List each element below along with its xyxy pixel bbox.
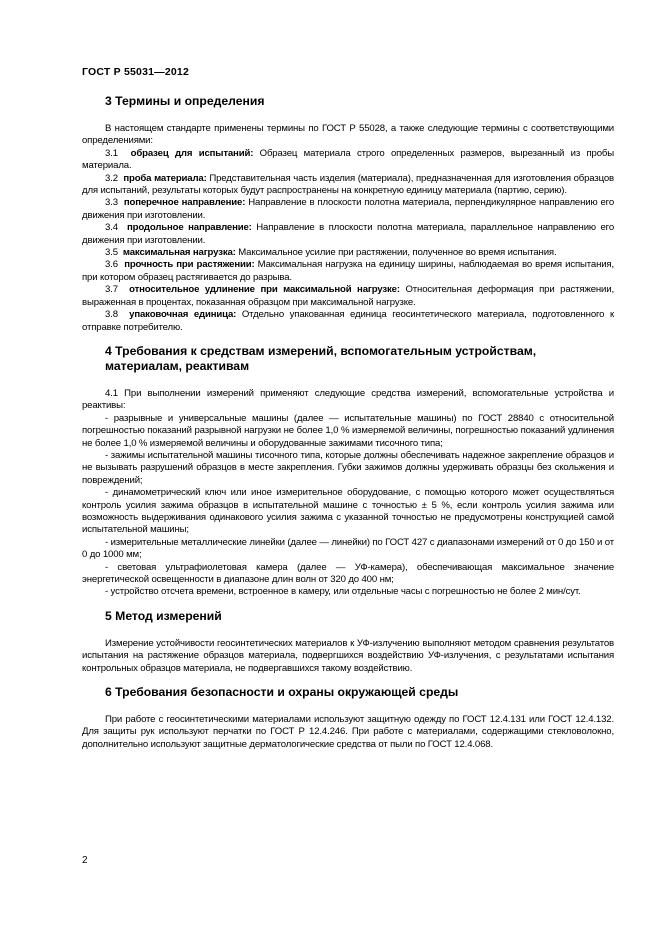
list-item: - устройство отсчета времени, встроенное в камеру, или отдельные часы с погрешностью не более 2 мин/сут. xyxy=(105,586,581,598)
definition-number: 3.7 xyxy=(105,284,118,296)
definition-term: прочность при растяжении: xyxy=(124,259,255,271)
section-4-title-line-1: 4 Требования к средствам измерений, вспомогательным устройствам, xyxy=(105,343,537,358)
definition-3-1 xyxy=(82,148,614,173)
definition-term: относительное удлинение при максимальной нагрузке: xyxy=(129,284,400,296)
definition-number: 3.5 xyxy=(105,247,118,259)
definition-term: упаковочная единица: xyxy=(129,309,237,321)
list-item: - измерительные металлические линейки (далее — линейки) по ГОСТ 427 с диапазонами измерений от 0 до 150 и от 0 до 1000 мм; xyxy=(82,536,614,561)
definition-3-3 xyxy=(82,197,614,222)
definition-number: 3.6 xyxy=(105,259,118,271)
definition-3-8 xyxy=(82,309,614,334)
section-3-intro: В настоящем стандарте применены термины по ГОСТ Р 55028, а также следующие термины с соответствующими определениями: xyxy=(82,123,614,147)
definition-text: Направление в плоскости полотна материала, перпендикулярное направлению его движения при изготовлении. xyxy=(82,197,615,221)
definition-number: 3.4 xyxy=(105,222,118,234)
definition-text: Направление в плоскости полотна материала, параллельное направлению его движения при изготовлении. xyxy=(82,222,615,246)
section-3-title: 3 Термины и определения xyxy=(105,94,265,108)
section-4-title-line-2: материалам, реактивам xyxy=(105,358,250,373)
definition-number: 3.8 xyxy=(105,309,118,321)
document-body xyxy=(82,94,614,751)
definition-number: 3.3 xyxy=(105,197,118,209)
definition-term: продольное направление: xyxy=(126,222,252,234)
definition-number: 3.2 xyxy=(105,172,118,184)
definition-text: Отдельно упакованная единица геосинтетического материала, подготовленного к отправке потребителю. xyxy=(82,309,615,333)
document-code-header: ГОСТ Р 55031—2012 xyxy=(82,66,190,78)
section-5-title: 5 Метод измерений xyxy=(105,608,222,623)
section-6-title: 6 Требования безопасности и охраны окружающей среды xyxy=(105,685,459,700)
definition-3-2 xyxy=(82,173,614,198)
definition-text: Максимальная нагрузка на единицу ширины, наблюдаемая во время испытания, при котором образец растягивается до разрыва. xyxy=(82,259,614,283)
definition-term: поперечное направление: xyxy=(123,197,246,209)
paragraph-4-1: 4.1 При выполнении измерений применяют следующие средства измерений, вспомогательные устройства и реактивы: xyxy=(82,387,614,412)
list-item: - зажимы испытательной машины тисочного типа, которые должны обеспечивать надежное закрепление образцов и не вызывать разрушений образцов в месте закрепления. Губки зажимов должны удерживать образцы без скольжения и повреждений; xyxy=(82,449,614,486)
definition-text: Образец материала строго определенных размеров, вырезанный из пробы материала. xyxy=(82,147,615,172)
section-5-text: Измерение устойчивости геосинтетических материалов к УФ-излучению выполняют методом сравнения результатов испытания на растяжение образцов материала, подвергшихся воздействию УФ-излучения, с результатами испытания контрольных образцов материала, не подвергавшихся такому воздействию. xyxy=(82,637,614,674)
definition-text: Представительная часть изделия (материала), предназначенная для изготовления образцов для испытаний, результаты которых будут распространены на конкретную единицу материала (партию, серию). xyxy=(82,172,615,197)
list-item: - динамометрический ключ или иное измерительное оборудование, с помощью которого может осуществляться контроль усилия зажима образцов в испытательной машине с точностью ± 5 %, если контроль усилия зажима или возможность выдерживания одинакового усилия зажима с указанной точностью не предусмотрены конструкцией самой испытательной машины; xyxy=(82,487,614,536)
section-6-text: При работе с геосинтетическими материалами используют защитную одежду по ГОСТ 12.4.131 или ГОСТ 12.4.132. Для защиты рук используют перчатки по ГОСТ Р 12.4.246. При работе с материалами, содержащими стекловолокно, дополнительно используют защитные дерматологические средства от пыли по ГОСТ 12.4.068. xyxy=(82,714,614,750)
definition-text: Относительная деформация при растяжении, выраженная в процентах, показанная образцом при максимальной нагрузке. xyxy=(82,284,614,308)
definition-term: проба материала: xyxy=(123,172,207,184)
list-item: - световая ультрафиолетовая камера (далее — УФ-камера), обеспечивающая максимальное значение энергетической освещенности в диапазоне длин волн от 320 до 400 нм; xyxy=(82,561,614,585)
list-item: - разрывные и универсальные машины (далее — испытательные машины) по ГОСТ 28840 с относительной погрешностью показаний разрывной нагрузки не более 1,0 % измеряемой величины, погрешностью показаний удлинения не более 1,0 % измеряемой величины и оборудованные зажимами тисочного типа; xyxy=(82,412,614,449)
definition-3-4 xyxy=(82,222,614,247)
definition-term: максимальная нагрузка: xyxy=(122,247,236,259)
definition-number: 3.1 xyxy=(105,147,118,159)
definition-3-7 xyxy=(82,284,614,309)
section-4-title xyxy=(105,344,614,374)
definition-3-6 xyxy=(82,259,614,284)
definition-3-5 xyxy=(82,247,614,259)
definition-term: образец для испытаний: xyxy=(130,147,254,159)
page-number: 2 xyxy=(82,855,88,866)
definition-text: Максимальное усилие при растяжении, полученное во время испытания. xyxy=(235,247,557,259)
